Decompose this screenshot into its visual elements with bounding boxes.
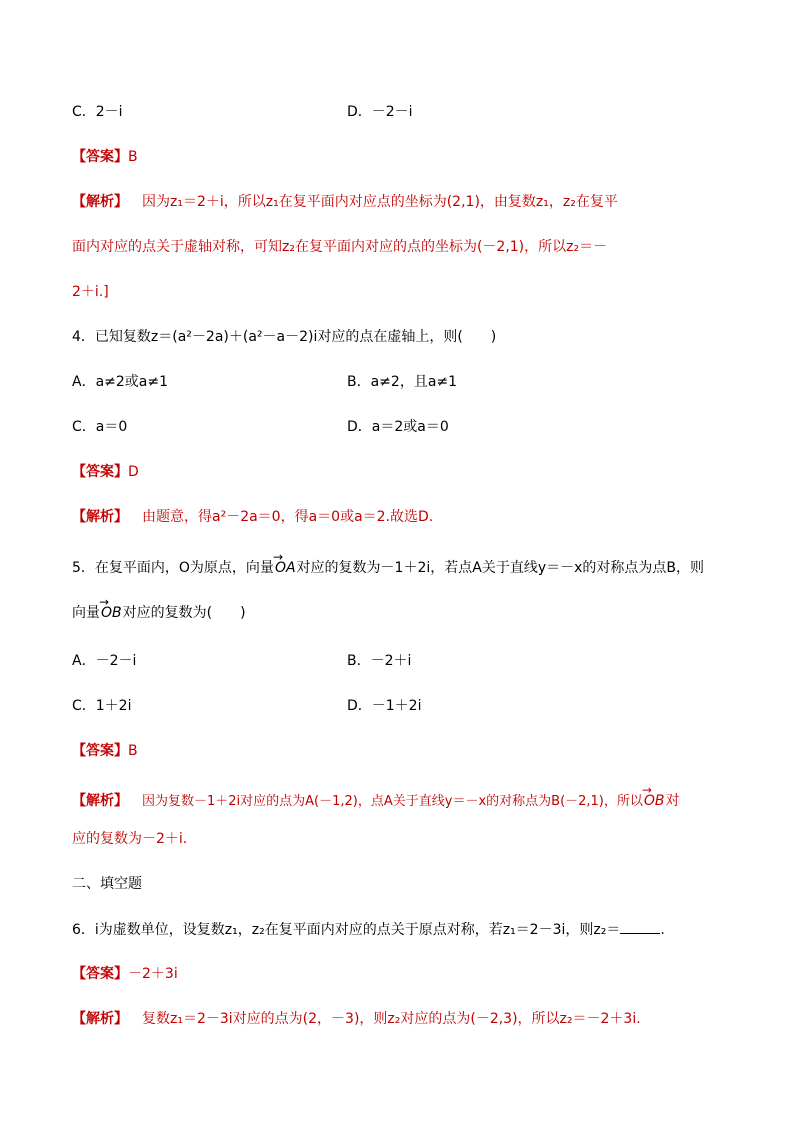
analysis-tag: 【解析】 [72,194,128,210]
q3-analysis-line1: 【解析】 因为z₁＝2＋i，所以z₁在复平面内对应点的坐标为(2,1)，由复数z₁，z₂在复平 [72,194,618,210]
q5-analysis-line1: 【解析】 因为复数－1＋2i对应的点为A(－1,2)，点A关于直线y＝－x的对称点为B(－2,1)，所以→ OB对 [72,791,680,812]
q5-option-c: C．1＋2i [72,698,132,714]
answer-tag: 【答案】 [72,149,128,165]
q5-options-row1 [72,651,412,671]
q3-answer [72,147,138,167]
q5-option-b: B．－2＋i [347,653,412,669]
q3-analysis-line3: 2＋i.] [72,284,109,300]
vector-ob: → OB [643,791,666,811]
q3-option-d: D．－2－i [347,104,413,120]
q5-option-a: A．－2－i [72,653,137,669]
q3-options-row [72,102,413,122]
q4-option-b: B．a≠2，且a≠1 [347,374,458,390]
q3-option-c: C．2－i [72,104,123,120]
q4-options-row2 [72,417,449,437]
q5-stem-line1: 5．在复平面内，O为原点，向量→ OA对应的复数为－1＋2i，若点A关于直线y＝－x的对称点为点B，则 [72,558,704,578]
q5-stem-line2: 向量→ OB对应的复数为( ) [72,603,246,623]
q4-analysis: 【解析】 由题意，得a²－2a＝0，得a＝0或a＝2.故选D. [72,509,434,525]
vector-oa: → OA [274,558,297,578]
q5-analysis-line2: 应的复数为－2＋i. [72,831,188,847]
q5-options-row2 [72,696,422,716]
vector-ob: → OB [100,603,123,623]
q6-stem: 6．i为虚数单位，设复数z₁，z₂在复平面内对应的点关于原点对称，若z₁＝2－3i，则z₂＝ . [72,919,665,940]
q4-option-c: C．a＝0 [72,419,128,435]
q4-options-row1 [72,372,458,392]
q5-option-d: D．－1＋2i [347,698,422,714]
section-heading: 二、填空题 [72,876,142,892]
q4-option-a: A．a≠2或a≠1 [72,374,169,390]
q4-stem: 4．已知复数z＝(a²－2a)＋(a²－a－2)i对应的点在虚轴上，则( ) [72,329,497,345]
q3-analysis-line2: 面内对应的点关于虚轴对称，可知z₂在复平面内对应的点的坐标为(－2,1)，所以z₂＝－ [72,239,608,255]
q4-option-d: D．a＝2或a＝0 [347,419,449,435]
q6-analysis: 【解析】 复数z₁＝2－3i对应的点为(2，－3)，则z₂对应的点为(－2,3)，所以z₂＝－2＋3i. [72,1011,641,1027]
answer-value: B [128,149,138,165]
answer-blank [620,919,660,934]
q5-answer: 【答案】B [72,743,138,759]
q4-answer: 【答案】D [72,464,139,480]
q6-answer: 【答案】－2＋3i [72,966,178,982]
